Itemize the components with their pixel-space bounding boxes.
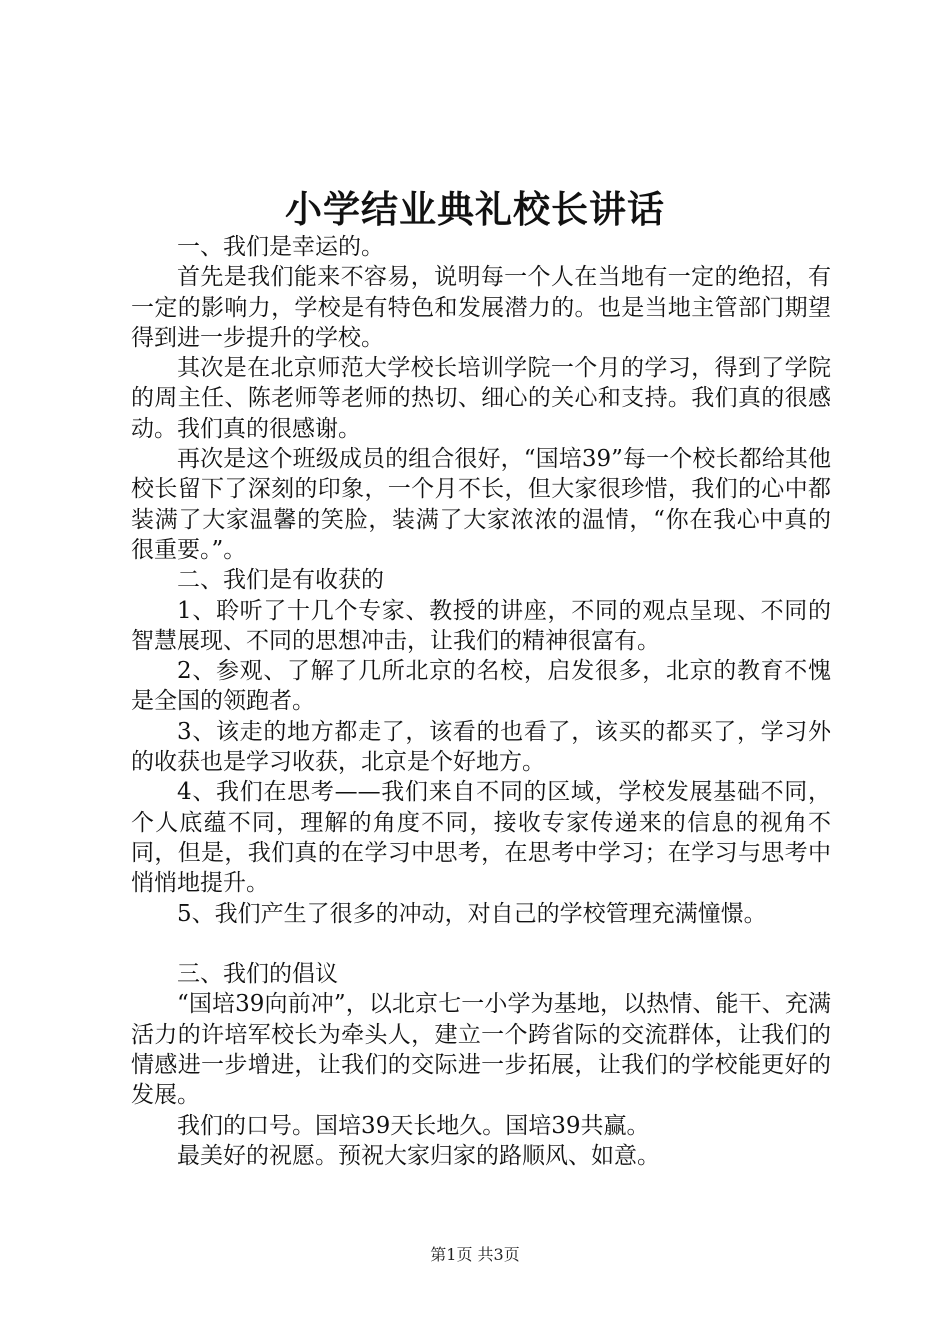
list-item: 5、我们产生了很多的冲动，对自己的学校管理充满憧憬。 bbox=[177, 900, 767, 927]
document-title: 小学结业典礼校长讲话 bbox=[285, 187, 665, 231]
list-item: 4、我们在思考——我们来自不同的区域，学校发展基础不同，个人底蕴不同，理解的角度不同，接收专家传递来的信息的视角不同，但是，我们真的在学习中思考，在思考中学习；在学习与思考中悄悄地提升。 bbox=[131, 779, 831, 897]
paragraph: 其次是在北京师范大学校长培训学院一个月的学习，得到了学院的周主任、陈老师等老师的热切、细心的关心和支持。我们真的很感动。我们真的很感谢。 bbox=[131, 355, 831, 442]
paragraph: 最美好的祝愿。预祝大家归家的路顺风、如意。 bbox=[177, 1142, 660, 1169]
blank-line bbox=[131, 929, 831, 959]
paragraph: 我们的口号。国培39天长地久。国培39共赢。 bbox=[177, 1112, 650, 1139]
paragraph: 再次是这个班级成员的组合很好，“国培39”每一个校长都给其他校长留下了深刻的印象，一个月不长，但大家很珍惜，我们的心中都装满了大家温馨的笑脸，装满了大家浓浓的温情，“你在我心中真的很重要。”。 bbox=[131, 446, 831, 563]
list-item: 1、聆听了十几个专家、教授的讲座，不同的观点呈现、不同的智慧展现、不同的思想冲击，让我们的精神很富有。 bbox=[131, 597, 831, 654]
document-body bbox=[131, 232, 831, 1171]
list-item: 3、该走的地方都走了，该看的也看了，该买的都买了，学习外的收获也是学习收获，北京是个好地方。 bbox=[131, 718, 831, 776]
heading-3: 三、我们的倡议 bbox=[177, 961, 338, 988]
page-footer: 第1页 共3页 bbox=[430, 1245, 520, 1264]
paragraph: “国培39向前冲”，以北京七一小学为基地，以热情、能干、充满活力的许培军校长为牵头人，建立一个跨省际的交流群体，让我们的情感进一步增进，让我们的交际进一步拓展，让我们的学校能更好的发展。 bbox=[131, 991, 831, 1109]
heading-2: 二、我们是有收获的 bbox=[177, 567, 384, 594]
heading-1: 一、我们是幸运的。 bbox=[177, 234, 384, 260]
paragraph: 首先是我们能来不容易，说明每一个人在当地有一定的绝招，有一定的影响力，学校是有特色和发展潜力的。也是当地主管部门期望得到进一步提升的学校。 bbox=[131, 264, 831, 351]
list-item: 2、参观、了解了几所北京的名校，启发很多，北京的教育不愧是全国的领跑者。 bbox=[131, 658, 831, 715]
